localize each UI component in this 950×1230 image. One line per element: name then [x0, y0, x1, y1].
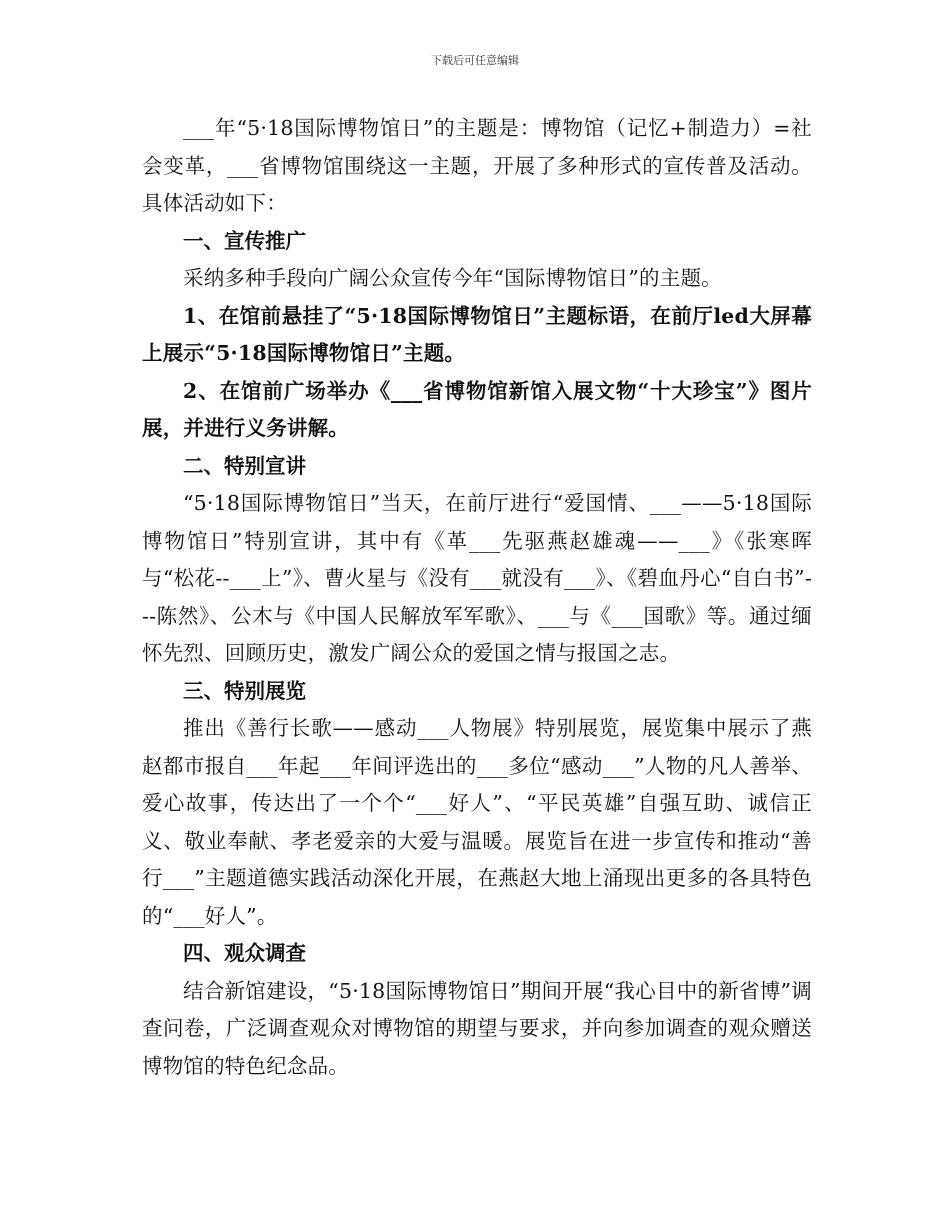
section-heading-audience-survey: 四、观众调查: [183, 941, 306, 965]
page-header: 下载后可任意编辑: [431, 54, 519, 67]
publicity-paragraph: 采纳多种手段向广阔公众宣传今年“国际博物馆日”的主题。: [183, 266, 722, 290]
publicity-item-1: 1、在馆前悬挂了“5·18国际博物馆日”主题标语，在前厅led大屏幕上展示“5·18国际博物馆日”主题。: [142, 303, 812, 365]
publicity-item-2: 2、在馆前广场举办《___省博物馆新馆入展文物“十大珍宝”》图片展，并进行义务讲解。: [142, 378, 812, 440]
document-body: [142, 110, 812, 1085]
section-heading-publicity: 一、宣传推广: [183, 228, 306, 253]
audience-survey-paragraph: 结合新馆建设，“5·18国际博物馆日”期间开展“我心目中的新省博”调查问卷，广泛调查观众对博物馆的期望与要求，并向参加调查的观众赠送博物馆的特色纪念品。: [142, 978, 812, 1078]
special-lecture-paragraph: “5·18国际博物馆日”当天，在前厅进行“爱国情、___——5·18国际博物馆日”特别宣讲，其中有《革___先驱燕赵雄魂——___》《张寒晖与“松花--___上”》、曹火星与《没有___就没有___》、《碧血丹心“自白书”---陈然》、公木与《中国人民解放军军歌》、___与《___国歌》等。通过缅怀先烈、回顾历史，激发广阔公众的爱国之情与报国之志。: [142, 491, 812, 665]
section-heading-special-exhibition: 三、特别展览: [183, 678, 306, 703]
intro-paragraph: ___年“5·18国际博物馆日”的主题是：博物馆（记忆+制造力）=社会变革，___省博物馆围绕这一主题，开展了多种形式的宣传普及活动。具体活动如下：: [142, 116, 812, 215]
section-heading-special-lecture: 二、特别宣讲: [183, 453, 306, 478]
special-exhibition-paragraph: 推出《善行长歌——感动___人物展》特别展览，展览集中展示了燕赵都市报自___年起___年间评选出的___多位“感动___”人物的凡人善举、爱心故事，传达出了一个个“___好人”、“平民英雄”自强互助、诚信正义、敬业奉献、孝老爱亲的大爱与温暖。展览旨在进一步宣传和推动“善行___”主题道德实践活动深化开展，在燕赵大地上涌现出更多的各具特色的“___好人”。: [142, 716, 812, 928]
